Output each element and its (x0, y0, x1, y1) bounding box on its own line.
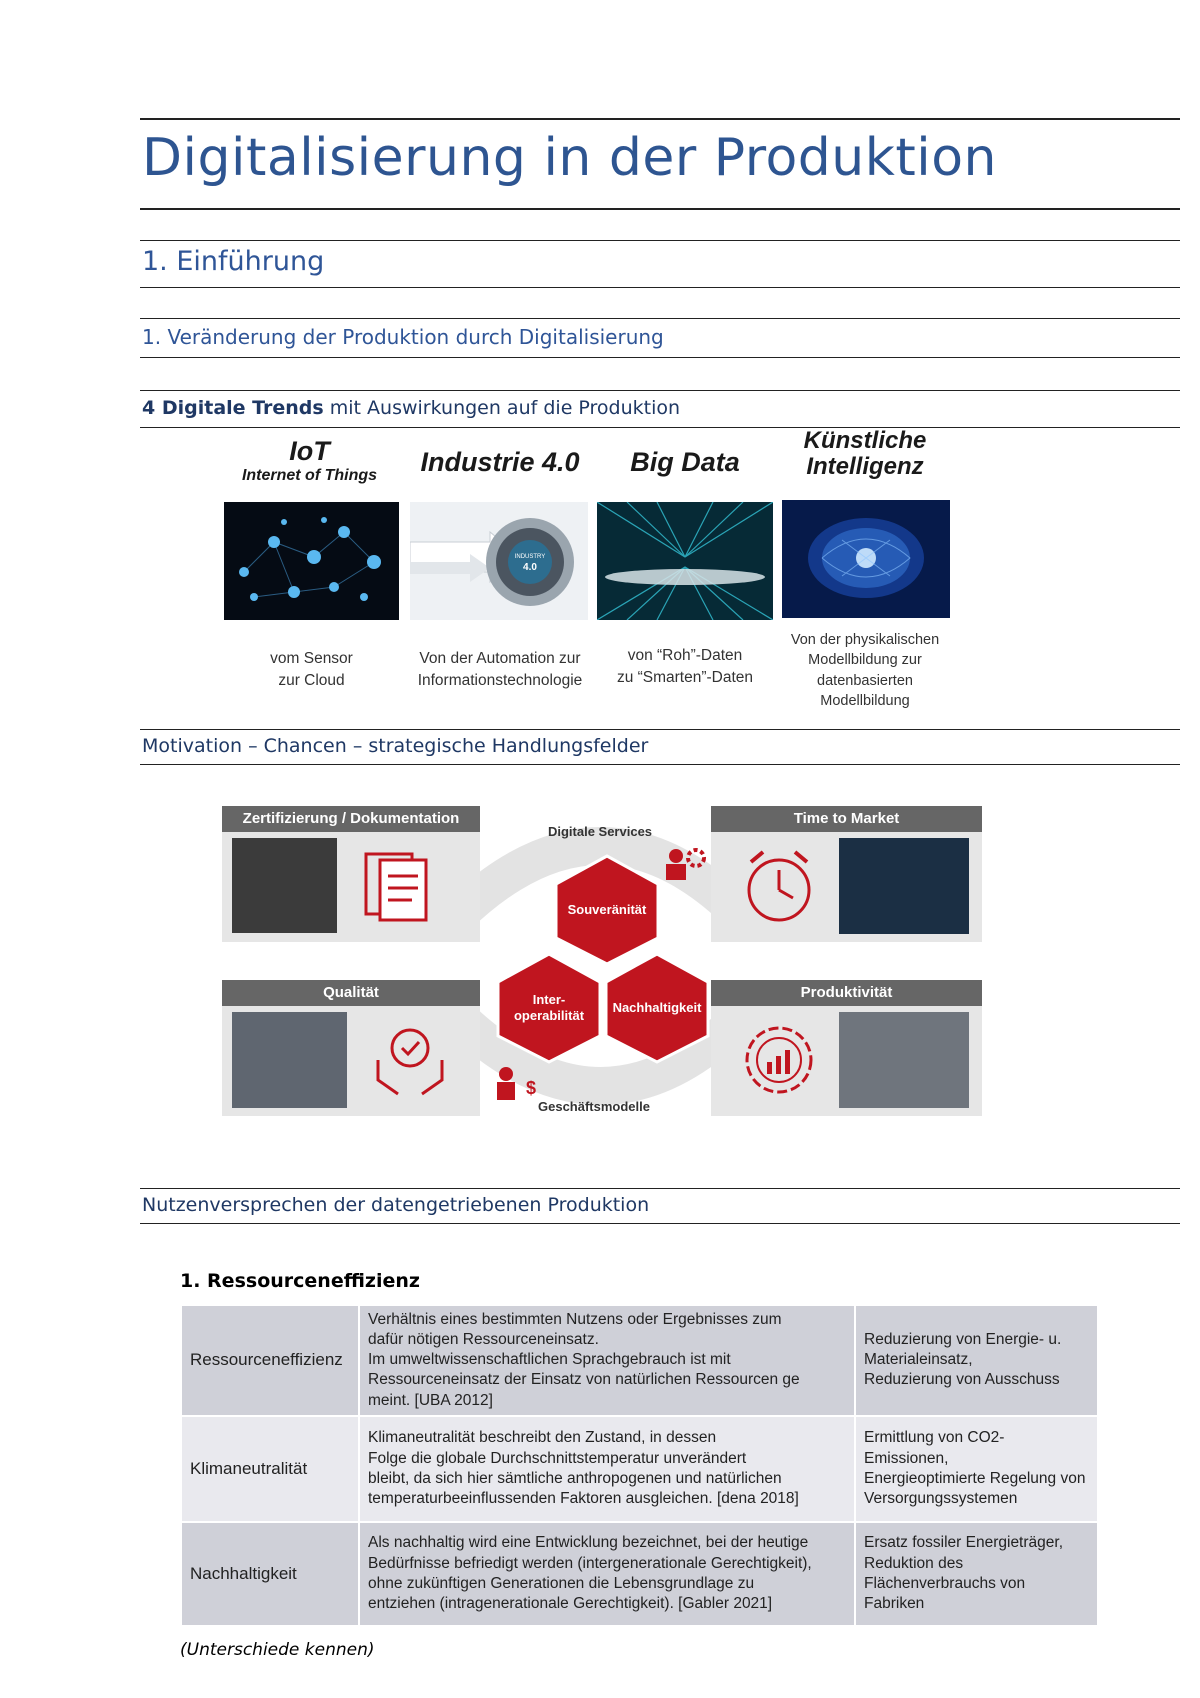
section1-top-rule (140, 240, 1180, 241)
trend-caption: von “Roh”-Daten zu “Smarten”-Daten (616, 647, 754, 686)
trend-caption: vom Sensor zur Cloud (270, 650, 353, 689)
table-measures: Ersatz fossiler Energieträger, Reduktion des Flächenverbrauchs von Fabriken (855, 1522, 1098, 1626)
trend-title: Industrie 4.0 (420, 447, 580, 477)
panel-produktivitaet (711, 980, 982, 1116)
numbered-heading-ressourceneffizienz: 1. Ressourceneffizienz (180, 1270, 420, 1292)
table-term: Nachhaltigkeit (182, 1522, 359, 1626)
motivation-heading: Motivation – Chancen – strategische Handlungsfelder (142, 735, 649, 757)
trends-top-rule (140, 390, 1180, 391)
industry-badge-number: 4.0 (523, 562, 537, 573)
table-row (182, 1522, 1098, 1626)
table-row (182, 1306, 1098, 1416)
title-top-rule (140, 118, 1180, 120)
page-title: Digitalisierung in der Produktion (142, 128, 997, 188)
arc-label-digitale-services: Digitale Services (547, 824, 653, 839)
turbine-photo (839, 838, 969, 934)
section-heading-veraenderung: 1. Veränderung der Produktion durch Digitalisierung (142, 325, 664, 349)
turbine-blades-photo (839, 1012, 969, 1108)
table-definition: Klimaneutralität beschreibt den Zustand, in dessen Folge die globale Durchschnittstemperatur unverändert bleibt, da sich hier sämtliche anthropogenen und natürlichen temperaturbeeinflussenden Faktoren ausgleichen. [dena 2018] (359, 1416, 855, 1522)
table-term: Ressourceneffizienz (182, 1306, 359, 1416)
definition-table (182, 1306, 1099, 1627)
section1-bottom-rule (140, 287, 1180, 288)
big-data-tunnel-image (597, 502, 773, 620)
panel-heading: Qualität (222, 980, 480, 1006)
panel-heading: Produktivität (711, 980, 982, 1006)
hex-label-interoperabilitaet: Inter- operabilität (513, 992, 585, 1024)
digital-services-icon (662, 844, 710, 884)
engine-photo (232, 838, 337, 933)
motivation-bottom-rule (140, 764, 1180, 765)
dollar-sign-icon: $ (526, 1078, 537, 1098)
trends-heading: 4 Digitale Trends mit Auswirkungen auf die Produktion (142, 397, 681, 419)
hex-label-nachhaltigkeit: Nachhaltigkeit (612, 1000, 702, 1015)
panel-zertifizierung (222, 806, 480, 942)
hex-label-souveraenitaet: Souveränität (567, 902, 647, 917)
panel-time-to-market (711, 806, 982, 942)
table-definition: Als nachhaltig wird eine Entwicklung bezeichnet, bei der heutige Bedürfnisse befriedigt werden (intergenerationale Gerechtigkeit), ohne zukünftigen Generationen die Lebensgrundlage zu entziehen (intragenerationale Gerechtigkeit). [Gabler 2021] (359, 1522, 855, 1626)
table-measures: Reduzierung von Energie- u. Materialeinsatz, Reduzierung von Ausschuss (855, 1306, 1098, 1416)
arc-label-geschaeftsmodelle: Geschäftsmodelle (538, 1099, 650, 1114)
table-term: Klimaneutralität (182, 1416, 359, 1522)
alarm-clock-icon (741, 846, 817, 926)
business-model-icon (494, 1064, 542, 1104)
benefit-heading: Nutzenversprechen der datengetriebenen Produktion (142, 1194, 650, 1216)
iot-network-image (224, 502, 399, 620)
table-definition: Verhältnis eines bestimmten Nutzens oder Ergebnisses zum dafür nötigen Ressourceneinsatz. Im umweltwissenschaftlichen Sprachgebrauch ist mit Ressourceneinsatz der Einsatz von natürlichen Ressourcen ge meint. [UBA 2012] (359, 1306, 855, 1416)
panel-heading: Zertifizierung / Dokumentation (222, 806, 480, 832)
trend-title: Künstliche Intelligenz (803, 427, 927, 481)
trend-caption: Von der Automation zur Informationstechnologie (417, 650, 583, 689)
table-row (182, 1416, 1098, 1522)
trends-bottom-rule (140, 427, 1180, 428)
table-measures: Ermittlung von CO2- Emissionen, Energieoptimierte Regelung von Versorgungssystemen (855, 1416, 1098, 1522)
quality-hands-icon (372, 1020, 448, 1100)
title-bottom-rule (140, 208, 1180, 210)
section-heading-einfuehrung: 1. Einführung (142, 246, 325, 277)
trend-caption: Von der physikalischen Modellbildung zur datenbasierten Modellbildung (790, 632, 940, 709)
panel-qualitaet (222, 980, 480, 1116)
trend-title: IoT Internet of Things (222, 437, 397, 484)
note-text: (Unterschiede kennen) (180, 1640, 375, 1660)
worker-photo (232, 1012, 347, 1108)
benefit-top-rule (140, 1188, 1180, 1189)
ai-brain-image (782, 500, 950, 618)
panel-heading: Time to Market (711, 806, 982, 832)
documents-icon (362, 848, 432, 924)
section2-top-rule (140, 318, 1180, 319)
gear-chart-icon (737, 1016, 821, 1104)
motivation-diagram (222, 806, 982, 1124)
trend-subtitle: Internet of Things (241, 466, 378, 484)
section2-bottom-rule (140, 357, 1180, 358)
trend-title: Big Data (630, 447, 740, 477)
industry-badge-text: INDUSTRY (514, 554, 546, 560)
motivation-top-rule (140, 729, 1180, 730)
benefit-bottom-rule (140, 1223, 1180, 1224)
industry-4-gear-image (410, 502, 588, 620)
